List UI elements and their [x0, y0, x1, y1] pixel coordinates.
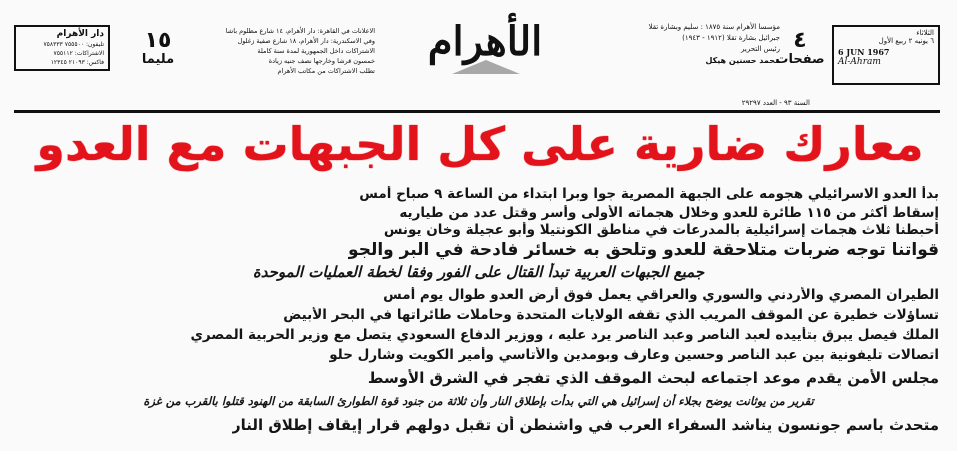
- editor-name: محمد حسنين هيكل: [705, 56, 780, 65]
- article-line-6: الملك فيصل يبرق بتأييده لعبد الناصر وعبد الناصر يرد عليه ، ووزير الدفاع السعودي يتصل مع وزير الحربية المصري: [190, 327, 939, 343]
- publisher-name: دار الأهرام: [56, 29, 104, 39]
- founders-block: [580, 22, 780, 66]
- latin-brand: Al-Ahram: [838, 57, 881, 67]
- issue-number: السنة ٩٣ - العدد ٢٩٢٩٧: [741, 99, 810, 107]
- article-line-5: تساؤلات خطيرة عن الموقف المريب الذي تقفه الولايات المتحدة وحاملات طائراتها في البحر الأبيض: [283, 307, 939, 323]
- article-line-2: إسقاط أكثر من ١١٥ طائرة للعدو وخلال هجماته الأولى وأسر وقتل عدد من طياريه: [399, 205, 939, 221]
- contact-line: تليفون: ٧٥٥٥٠٠ ٧٥٨٣٣٣: [43, 41, 104, 48]
- article-line-9: تقرير من يوثانت يوضح بجلاء أن إسرائيل هي التي بدأت بإطلاق النار وأن ثلاثة من جنود قوة الطوارئ السابقة من الهنود قتلوا بالقرب من غزة: [143, 394, 814, 408]
- pub-info-line: الاشتراكات داخل الجمهورية لمدة سنة كاملة: [257, 47, 375, 55]
- article-line-8: مجلس الأمن يقدم موعد اجتماعه لبحث الموقف الذي تفجر في الشرق الأوسط: [367, 369, 939, 387]
- editor-title: رئيس التحرير: [741, 45, 780, 53]
- price-number: ١٥: [144, 28, 172, 53]
- date-box: [832, 25, 940, 85]
- pyramid-icon: [452, 60, 520, 74]
- page-count-block: [775, 30, 825, 67]
- founders-line: جبرائيل بشارة تقلا (١٩١٢ - ١٩٤٣): [682, 34, 780, 42]
- publisher-contact-box: [14, 25, 110, 71]
- arabic-date: ٦ يونيه ٢ ربيع الأول: [878, 37, 934, 45]
- page-count-unit: صفحات: [775, 52, 825, 67]
- pub-info-line: تطلب الاشتراكات من مكاتب الأهرام: [277, 67, 375, 75]
- article-line-1: بدأ العدو الاسرائيلي هجومه على الجبهة المصرية جوا وبرا ابتداء من الساعة ٩ صباح أمس: [359, 186, 939, 202]
- subheadline-1: قواتنا توجه ضربات متلاحقة للعدو وتلحق به خسائر فادحة في البر والجو: [348, 240, 939, 260]
- article-line-7: اتصالات تليفونية بين عبد الناصر وحسين وعارف وبومدين والأتاسي وأمير الكويت وشارل حلو: [329, 347, 939, 363]
- logo-text: الأهرام: [427, 18, 543, 65]
- founders-line: مؤسسا الأهرام سنة ١٨٧٥ : سليم وبشارة تقلا: [648, 23, 780, 31]
- weekday: الثلاثاء: [916, 29, 934, 37]
- article-line-10: متحدث باسم جونسون يناشد السفراء العرب في واشنطن أن تقبل دولهم قرار إيقاف إطلاق النار: [231, 416, 939, 434]
- article-line-4: الطيران المصري والأردني والسوري والعراقي يعمل فوق أرض العدو طوال يوم أمس: [383, 287, 939, 303]
- pub-info-line: الاعلانات في القاهرة: دار الأهرام، ١٤ شارع مظلوم باشا: [225, 27, 375, 35]
- price-unit: مليما: [141, 52, 175, 67]
- subheadline-2: جميع الجبهات العربية تبدأ القتال على الفور وفقا لخطة العمليات الموحدة: [252, 263, 705, 281]
- pub-info-line: وفي الاسكندرية: دار الأهرام، ١٨ شارع صفية زغلول: [237, 37, 375, 45]
- price-block: [128, 30, 188, 67]
- contact-line: فاكس: ٢١٠٩٣ ١٢٣٤٥: [50, 59, 104, 66]
- newspaper-logo: [400, 20, 570, 72]
- english-date: 6 JUN 1967: [838, 47, 890, 57]
- main-headline: معارك ضارية على كل الجبهات مع العدو: [36, 117, 924, 171]
- page-count-number: ٤: [793, 28, 807, 53]
- publication-info: [195, 26, 375, 76]
- contact-line: الاشتراكات: ٧٥٥١١٢: [53, 50, 104, 57]
- article-line-3: أحبطنا ثلاث هجمات إسرائيلية بالمدرعات في مناطق الكونتيلا وأبو عجيلة وخان يونس: [383, 222, 939, 238]
- pub-info-line: خمسون قرشا وخارجها نصف جنيه زيادة: [268, 57, 375, 65]
